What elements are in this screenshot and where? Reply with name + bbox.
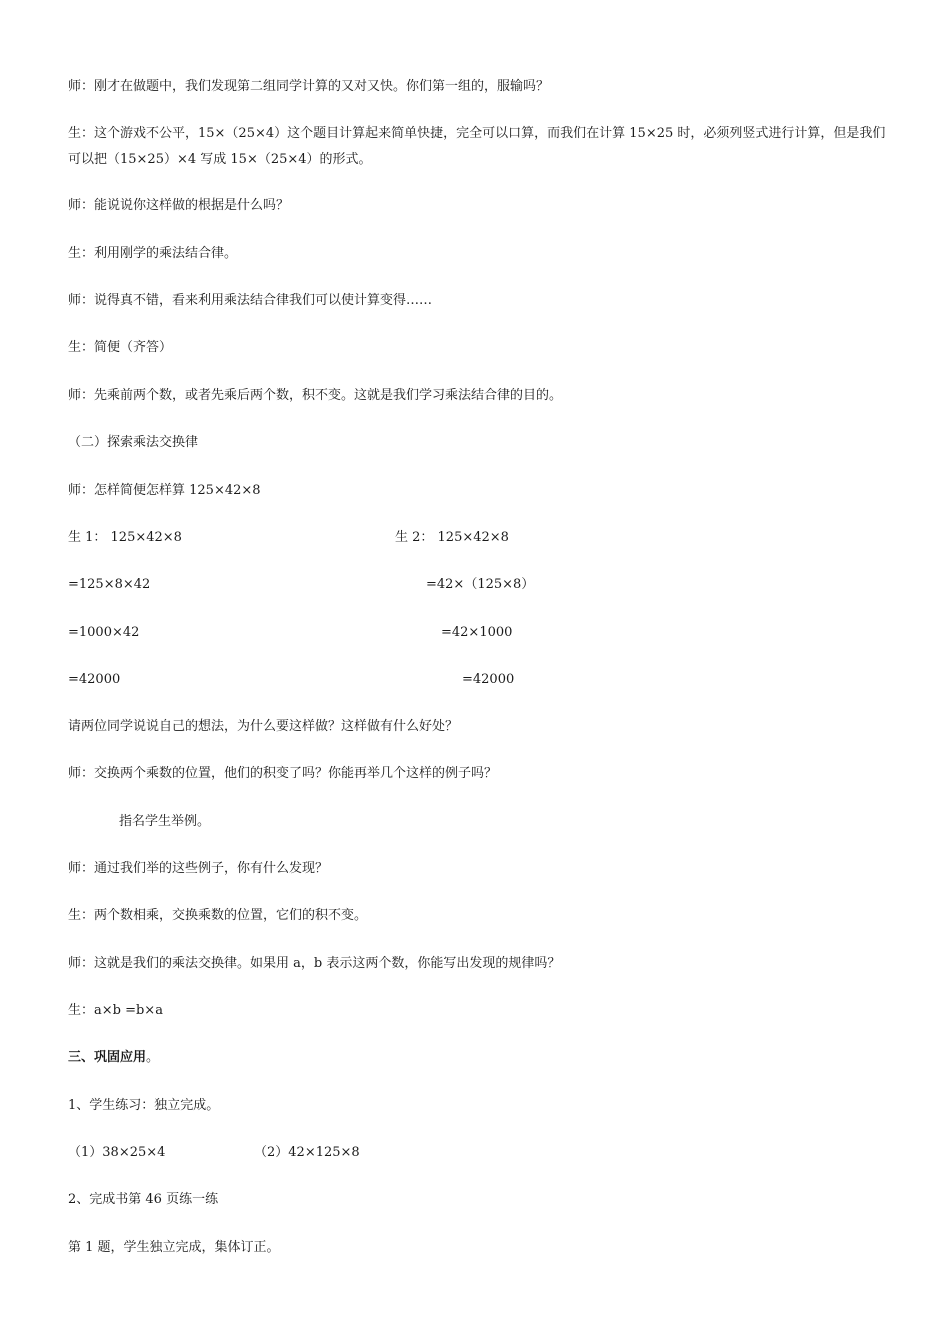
student2-head: 生 2： 125×42×8 [395, 530, 509, 545]
line-student-5: 生：a×b =b×a [68, 1003, 163, 1018]
student2-step2: =42×1000 [441, 625, 513, 640]
line-instruction: 指名学生举例。 [119, 814, 211, 829]
student1-step3: =42000 [68, 672, 121, 687]
section-heading-3 [68, 1049, 159, 1067]
exercise-intro: 1、学生练习：独立完成。 [68, 1098, 220, 1113]
student1-head: 生 1： 125×42×8 [68, 530, 182, 545]
student1-step1: =125×8×42 [68, 577, 151, 592]
line-teacher-3: 师：说得真不错，看来利用乘法结合律我们可以使计算变得…… [68, 293, 433, 308]
line-teacher-1: 师：刚才在做题中，我们发现第二组同学计算的又对又快。你们第一组的，服输吗？ [68, 79, 550, 94]
line-student-4: 生：两个数相乘，交换乘数的位置，它们的积不变。 [68, 908, 368, 923]
exercise-1: （1）38×25×4 [68, 1145, 166, 1160]
line-teacher-7: 师：通过我们举的这些例子，你有什么发现？ [68, 861, 329, 876]
student1-step2: =1000×42 [68, 625, 140, 640]
exercise-2: （2）42×125×8 [254, 1145, 360, 1160]
line-teacher-2: 师：能说说你这样做的根据是什么吗？ [68, 198, 290, 213]
exercise-book-task: 第 1 题，学生独立完成，集体订正。 [68, 1240, 280, 1255]
line-question: 请两位同学说说自己的想法，为什么要这样做？这样做有什么好处？ [68, 719, 459, 734]
section-heading-3-tail: 。 [146, 1050, 160, 1065]
line-teacher-5: 师：怎样简便怎样算 125×42×8 [68, 483, 261, 498]
student2-step3: =42000 [462, 672, 515, 687]
line-student-3: 生：简便（齐答） [68, 340, 173, 355]
exercise-book: 2、完成书第 46 页练一练 [68, 1192, 219, 1207]
line-student-2: 生：利用刚学的乘法结合律。 [68, 246, 238, 261]
line-teacher-6: 师：交换两个乘数的位置，他们的积变了吗？你能再举几个这样的例子吗？ [68, 766, 498, 781]
line-teacher-8: 师：这就是我们的乘法交换律。如果用 a，b 表示这两个数，你能写出发现的规律吗？ [68, 956, 561, 971]
line-teacher-4: 师：先乘前两个数，或者先乘后两个数，积不变。这就是我们学习乘法结合律的目的。 [68, 388, 563, 403]
student2-step1: =42×（125×8） [426, 577, 535, 592]
line-student-1: 生：这个游戏不公平，15×（25×4）这个题目计算起来简单快捷，完全可以口算，而我们在计算 15×25 时，必须列竖式进行计算，但是我们可以把（15×25）×4 写成 15×（25×4）的形式。 [68, 126, 886, 167]
section-heading-2: （二）探索乘法交换律 [68, 435, 199, 450]
section-heading-3-bold: 三、巩固应用 [68, 1050, 147, 1065]
